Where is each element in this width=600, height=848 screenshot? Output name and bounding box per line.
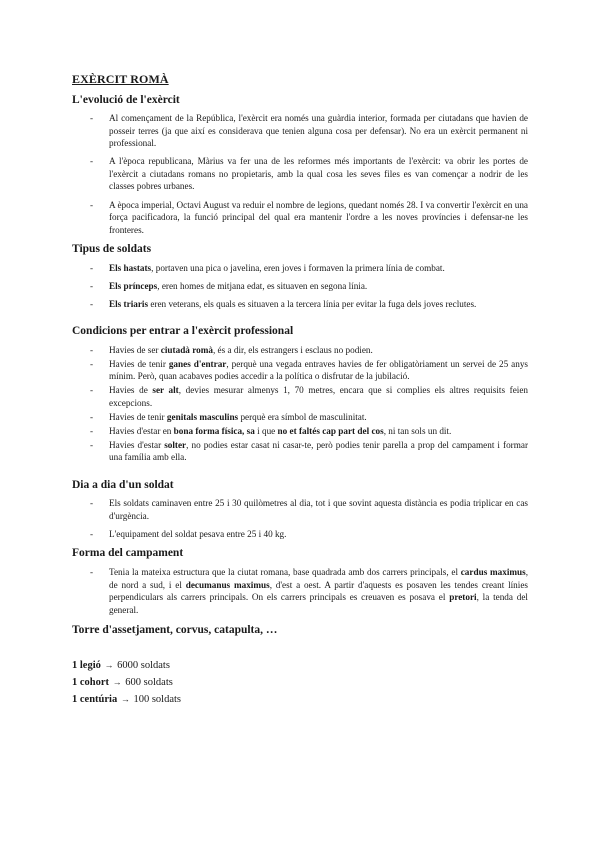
list-item: - L'equipament del soldat pesava entre 25 i 40 kg. [72, 528, 528, 541]
list-item: - Havies de ser alt, devies mesurar almenys 1, 70 metres, encara que si complies els altres requisits feien excepcions. [72, 384, 528, 409]
heading-tipus: Tipus de soldats [72, 243, 152, 255]
arrow-icon: → [112, 677, 122, 687]
arrow-icon: → [120, 694, 130, 704]
heading-evolucio: L'evolució de l'exèrcit [72, 94, 180, 106]
unit-summary [72, 657, 181, 708]
summary-row: 1 centúria → 100 soldats [72, 694, 181, 705]
summary-row: 1 cohort → 600 soldats [72, 677, 173, 688]
list-tipus [72, 262, 528, 316]
arrow-icon: → [104, 660, 114, 670]
list-condicions [72, 344, 528, 465]
list-item: - A època imperial, Octavi August va reduir el nombre de legions, quedant només 28. I va convertir l'exèrcit en una força pacificadora, la funció principal del qual era mantenir l'ordre a les noves províncies i defensar-ne les fronteres. [72, 199, 528, 237]
list-dia [72, 497, 528, 546]
list-campament [72, 566, 528, 622]
list-item: - Els soldats caminaven entre 25 i 30 quilòmetres al dia, tot i que sovint aquesta distància es podia triplicar en cas d'urgència. [72, 497, 528, 522]
term-description: eren veterans, els quals es situaven a la tercera línia per evitar la fuga dels joves reclutes. [148, 299, 477, 310]
heading-campament: Forma del campament [72, 547, 184, 559]
list-evolucio [72, 112, 528, 242]
list-item: - Al començament de la República, l'exèrcit era només una guàrdia interior, formada per ciutadans que havien de posseir terres (ja que així es considerava que tenien alguna cosa per defensar). No era un exèrcit permanent ni professional. [72, 112, 528, 150]
list-item: - Havies de tenir genitals masculins perquè era símbol de masculinitat. [72, 411, 528, 424]
term-triaris: Els triaris [109, 299, 149, 310]
list-item: - Havies de tenir ganes d'entrar, perquè una vegada entraves havies de fer obligatòriament un servei de 25 anys mínim. Però, quan acabaves podies accedir a la política o disfrutar de la jubilació. [72, 358, 528, 383]
list-item [72, 298, 528, 311]
list-item: - Havies d'estar solter, no podies estar casat ni casar-te, però podies tenir parella a prop del campament i formar una família amb ella. [72, 439, 528, 464]
term-princeps: Els prínceps [109, 281, 158, 292]
summary-row: 1 legió → 6000 soldats [72, 660, 170, 671]
list-item [72, 280, 528, 293]
document-title: EXÈRCIT ROMÀ [72, 72, 169, 86]
list-item: - Havies de ser ciutadà romà, és a dir, els estrangers i esclaus no podien. [72, 344, 528, 357]
heading-condicions: Condicions per entrar a l'exèrcit professional [72, 325, 294, 337]
list-item: - A l'època republicana, Màrius va fer una de les reformes més importants de l'exèrcit: va obrir les portes de l'exèrcit a ciutadans romans no propietaris, amb la qual cosa les seves files es van començar a nodrir de les classes pobres urbanes. [72, 155, 528, 193]
heading-torre: Torre d'assetjament, corvus, catapulta, … [72, 624, 278, 636]
term-description: , portaven una pica o javelina, eren joves i formaven la primera línia de combat. [151, 263, 445, 273]
list-item [72, 262, 528, 275]
list-item: - Tenia la mateixa estructura que la ciutat romana, base quadrada amb dos carrers principals, el cardus maximus, de nord a sud, i el decumanus maximus, d'est a oest. A partir d'aquests es posaven les tendes creant línies perpendiculars als carrers principals. On els carrers principals es creuaven es posava el pretori, la tenda del general. [72, 566, 528, 616]
list-item: - Havies d'estar en bona forma física, sa i que no et faltés cap part del cos, ni tan sols un dit. [72, 425, 528, 438]
term-description: , eren homes de mitjana edat, es situaven en segona línia. [157, 281, 368, 292]
heading-dia: Dia a dia d'un soldat [72, 479, 174, 491]
term-hastats: Els hastats [109, 263, 152, 273]
